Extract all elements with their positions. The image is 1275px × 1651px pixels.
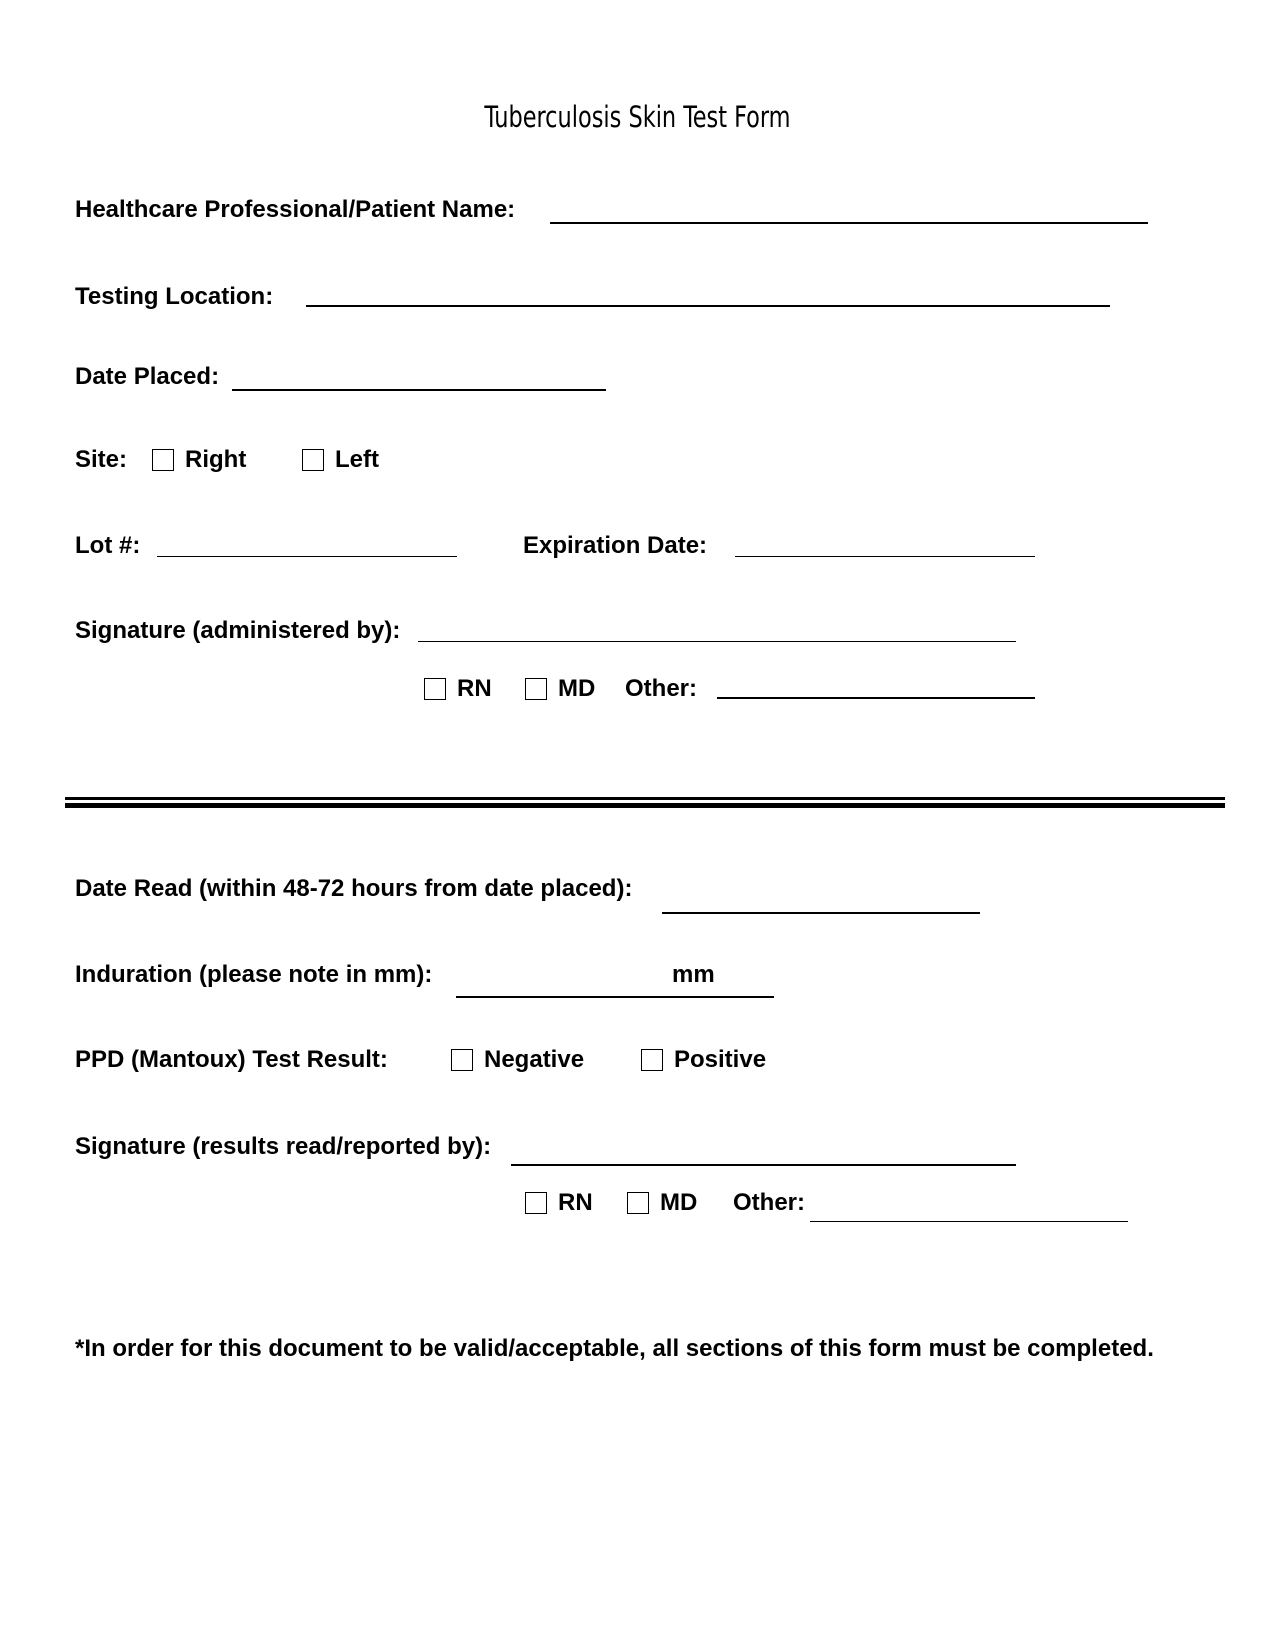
induration-unit: mm bbox=[672, 961, 715, 988]
site-right-label: Right bbox=[185, 446, 247, 473]
induration-label: Induration (please note in mm): bbox=[75, 961, 433, 988]
admin-other-label: Other: bbox=[625, 675, 697, 702]
admin-signature-label: Signature (administered by): bbox=[75, 617, 401, 644]
date-read-label: Date Read (within 48-72 hours from date placed): bbox=[75, 875, 633, 902]
admin-other-field[interactable] bbox=[717, 697, 1035, 699]
name-field[interactable] bbox=[550, 222, 1148, 224]
date-read-field[interactable] bbox=[662, 912, 980, 914]
read-signature-label: Signature (results read/reported by): bbox=[75, 1133, 492, 1160]
name-label: Healthcare Professional/Patient Name: bbox=[75, 196, 516, 223]
lot-field[interactable] bbox=[157, 556, 457, 557]
expiration-label: Expiration Date: bbox=[523, 532, 708, 559]
lot-label: Lot #: bbox=[75, 532, 141, 559]
result-negative-label: Negative bbox=[484, 1046, 585, 1073]
result-negative-checkbox[interactable] bbox=[451, 1049, 473, 1071]
site-right-checkbox[interactable] bbox=[152, 449, 174, 471]
admin-rn-checkbox[interactable] bbox=[424, 678, 446, 700]
induration-field[interactable] bbox=[456, 996, 774, 998]
expiration-field[interactable] bbox=[735, 556, 1035, 557]
location-field[interactable] bbox=[306, 305, 1110, 307]
result-positive-label: Positive bbox=[674, 1046, 767, 1073]
footnote: *In order for this document to be valid/acceptable, all sections of this form must be completed. bbox=[75, 1335, 1154, 1362]
section-divider-top bbox=[65, 797, 1225, 800]
site-left-label: Left bbox=[335, 446, 379, 473]
site-label: Site: bbox=[75, 446, 128, 473]
date-placed-field[interactable] bbox=[232, 389, 606, 391]
admin-md-label: MD bbox=[558, 675, 596, 702]
read-md-label: MD bbox=[660, 1189, 698, 1216]
read-rn-label: RN bbox=[558, 1189, 593, 1216]
read-md-checkbox[interactable] bbox=[627, 1192, 649, 1214]
read-other-label: Other: bbox=[733, 1189, 805, 1216]
site-left-checkbox[interactable] bbox=[302, 449, 324, 471]
section-divider-bottom bbox=[65, 803, 1225, 808]
date-placed-label: Date Placed: bbox=[75, 363, 220, 390]
result-positive-checkbox[interactable] bbox=[641, 1049, 663, 1071]
admin-md-checkbox[interactable] bbox=[525, 678, 547, 700]
form-title: Tuberculosis Skin Test Form bbox=[484, 100, 791, 134]
admin-signature-field[interactable] bbox=[418, 641, 1016, 642]
admin-rn-label: RN bbox=[457, 675, 492, 702]
location-label: Testing Location: bbox=[75, 283, 274, 310]
read-signature-field[interactable] bbox=[511, 1164, 1016, 1166]
result-label: PPD (Mantoux) Test Result: bbox=[75, 1046, 388, 1073]
read-other-field[interactable] bbox=[810, 1221, 1128, 1222]
read-rn-checkbox[interactable] bbox=[525, 1192, 547, 1214]
